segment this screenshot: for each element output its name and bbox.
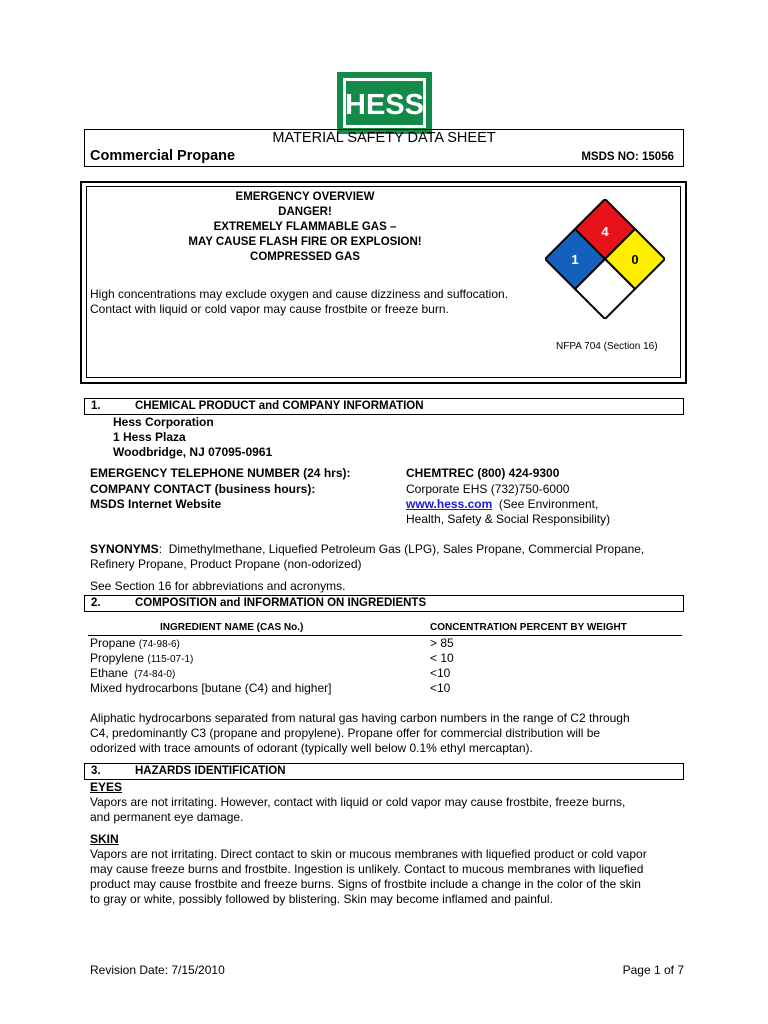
- eyes-paragraph: [90, 795, 625, 825]
- section2-bar: [84, 595, 684, 612]
- synonyms: [90, 542, 644, 557]
- ingredient-concentration: <10: [430, 681, 451, 695]
- nfpa-reactivity-value: 0: [631, 252, 639, 267]
- concentration-column-header: CONCENTRATION PERCENT BY WEIGHT: [430, 622, 627, 633]
- section3-bar: [84, 763, 684, 780]
- emergency-line: COMPRESSED GAS: [250, 251, 360, 263]
- revision-date: Revision Date: 7/15/2010: [90, 963, 225, 977]
- emergency-line: MAY CAUSE FLASH FIRE OR EXPLOSION!: [188, 236, 422, 248]
- eyes-line: Vapors are not irritating. However, contact with liquid or cold vapor may cause frostbite, freeze burns,: [90, 795, 626, 809]
- skin-heading: SKIN: [90, 832, 119, 846]
- synonyms-label: SYNONYMS: [90, 542, 159, 556]
- skin-line: to gray or white, possibly followed by blistering. Skin may become inflamed and painful.: [90, 892, 553, 906]
- ingredient-column-header: INGREDIENT NAME (CAS No.): [160, 622, 304, 633]
- synonyms-text: : Dimethylmethane, Liquefied Petroleum Gas (LPG), Sales Propane, Commercial Propane,: [158, 542, 645, 556]
- synonyms-text-continued: Refinery Propane, Product Propane (non-odorized): [90, 557, 362, 571]
- page-number: Page 1 of 7: [622, 963, 684, 977]
- nfpa-health-value: 1: [571, 252, 579, 267]
- section2-title: COMPOSITION and INFORMATION ON INGREDIENTS: [135, 597, 427, 609]
- eyes-line: and permanent eye damage.: [90, 810, 244, 824]
- website-note: (See Environment,: [492, 497, 599, 511]
- ingredient-cas: (74-84-0): [131, 669, 176, 680]
- nfpa-flammability-value: 4: [601, 224, 609, 239]
- hess-logo: [337, 72, 432, 134]
- skin-line: product may cause frostbite and freeze burns. Signs of frostbite include a change in the color of the skin: [90, 877, 641, 891]
- address-line: Hess Corporation: [113, 415, 214, 429]
- section3-number: 3.: [91, 765, 101, 777]
- ingredient-cas: (74-98-6): [138, 639, 180, 650]
- website-label: MSDS Internet Website: [90, 497, 222, 511]
- emergency-line: EXTREMELY FLAMMABLE GAS –: [213, 221, 397, 233]
- company-address: [113, 415, 272, 460]
- logo-text: HESS: [345, 89, 424, 121]
- msds-number: MSDS NO: 15056: [581, 151, 674, 163]
- ingredient-row: [90, 636, 180, 652]
- address-line: Woodbridge, NJ 07095-0961: [113, 445, 273, 459]
- composition-line: Aliphatic hydrocarbons separated from natural gas having carbon numbers in the range of C2 through: [90, 711, 630, 725]
- ingredient-name: Propane: [90, 636, 136, 650]
- emergency-body: High concentrations may exclude oxygen and cause dizziness and suffocation. Contact with liquid or cold vapor may cause frostbite or freeze burn.: [90, 287, 509, 316]
- ingredient-row: [90, 681, 331, 696]
- ingredient-concentration: <10: [430, 666, 451, 680]
- ingredient-concentration: > 85: [430, 636, 454, 650]
- emergency-line: EMERGENCY OVERVIEW: [235, 191, 375, 203]
- skin-line: Vapors are not irritating. Direct contact to skin or mucous membranes with liquefied product or cold vapor: [90, 847, 647, 861]
- address-line: 1 Hess Plaza: [113, 430, 186, 444]
- eyes-heading: EYES: [90, 780, 123, 794]
- website-value: [406, 497, 598, 512]
- website-note-continued: Health, Safety & Social Responsibility): [406, 512, 611, 526]
- section3-title: HAZARDS IDENTIFICATION: [135, 765, 286, 777]
- ingredient-name: Propylene: [90, 651, 145, 665]
- hess-website-link[interactable]: www.hess.com: [406, 497, 493, 511]
- section1-title: CHEMICAL PRODUCT and COMPANY INFORMATION: [135, 400, 424, 412]
- skin-line: may cause freeze burns and frostbite. Ingestion is unlikely. Contact to mucous membranes with liquefied: [90, 862, 644, 876]
- company-contact-value: Corporate EHS (732)750-6000: [406, 482, 570, 496]
- ingredient-concentration: < 10: [430, 651, 454, 665]
- composition-paragraph: [90, 711, 630, 756]
- emergency-heading: [90, 190, 520, 265]
- product-name: Commercial Propane: [90, 148, 236, 164]
- section2-number: 2.: [91, 597, 101, 609]
- ingredient-cas: (115-07-1): [147, 654, 194, 665]
- ingredient-row: [90, 651, 193, 667]
- section1-bar: [84, 398, 684, 415]
- ingredient-name: Mixed hydrocarbons [butane (C4) and higher]: [90, 681, 332, 695]
- composition-line: C4, predominantly C3 (propane and propylene). Propane offer for commercial distribution will be: [90, 726, 601, 740]
- emergency-phone-value: CHEMTREC (800) 424-9300: [406, 466, 560, 480]
- see-section-note: See Section 16 for abbreviations and acronyms.: [90, 579, 346, 593]
- section1-number: 1.: [91, 400, 101, 412]
- document-title: MATERIAL SAFETY DATA SHEET: [272, 130, 496, 146]
- company-contact-label: COMPANY CONTACT (business hours):: [90, 482, 316, 496]
- composition-line: odorized with trace amounts of odorant (typically well below 0.1% ethyl mercaptan).: [90, 741, 533, 755]
- ingredient-row: [90, 666, 175, 682]
- emergency-line: DANGER!: [278, 206, 332, 218]
- ingredient-name: Ethane: [90, 666, 129, 680]
- skin-paragraph: [90, 847, 647, 907]
- emergency-phone-label: EMERGENCY TELEPHONE NUMBER (24 hrs):: [90, 466, 351, 480]
- nfpa-caption: NFPA 704 (Section 16): [556, 341, 658, 352]
- nfpa-diamond: [545, 199, 665, 319]
